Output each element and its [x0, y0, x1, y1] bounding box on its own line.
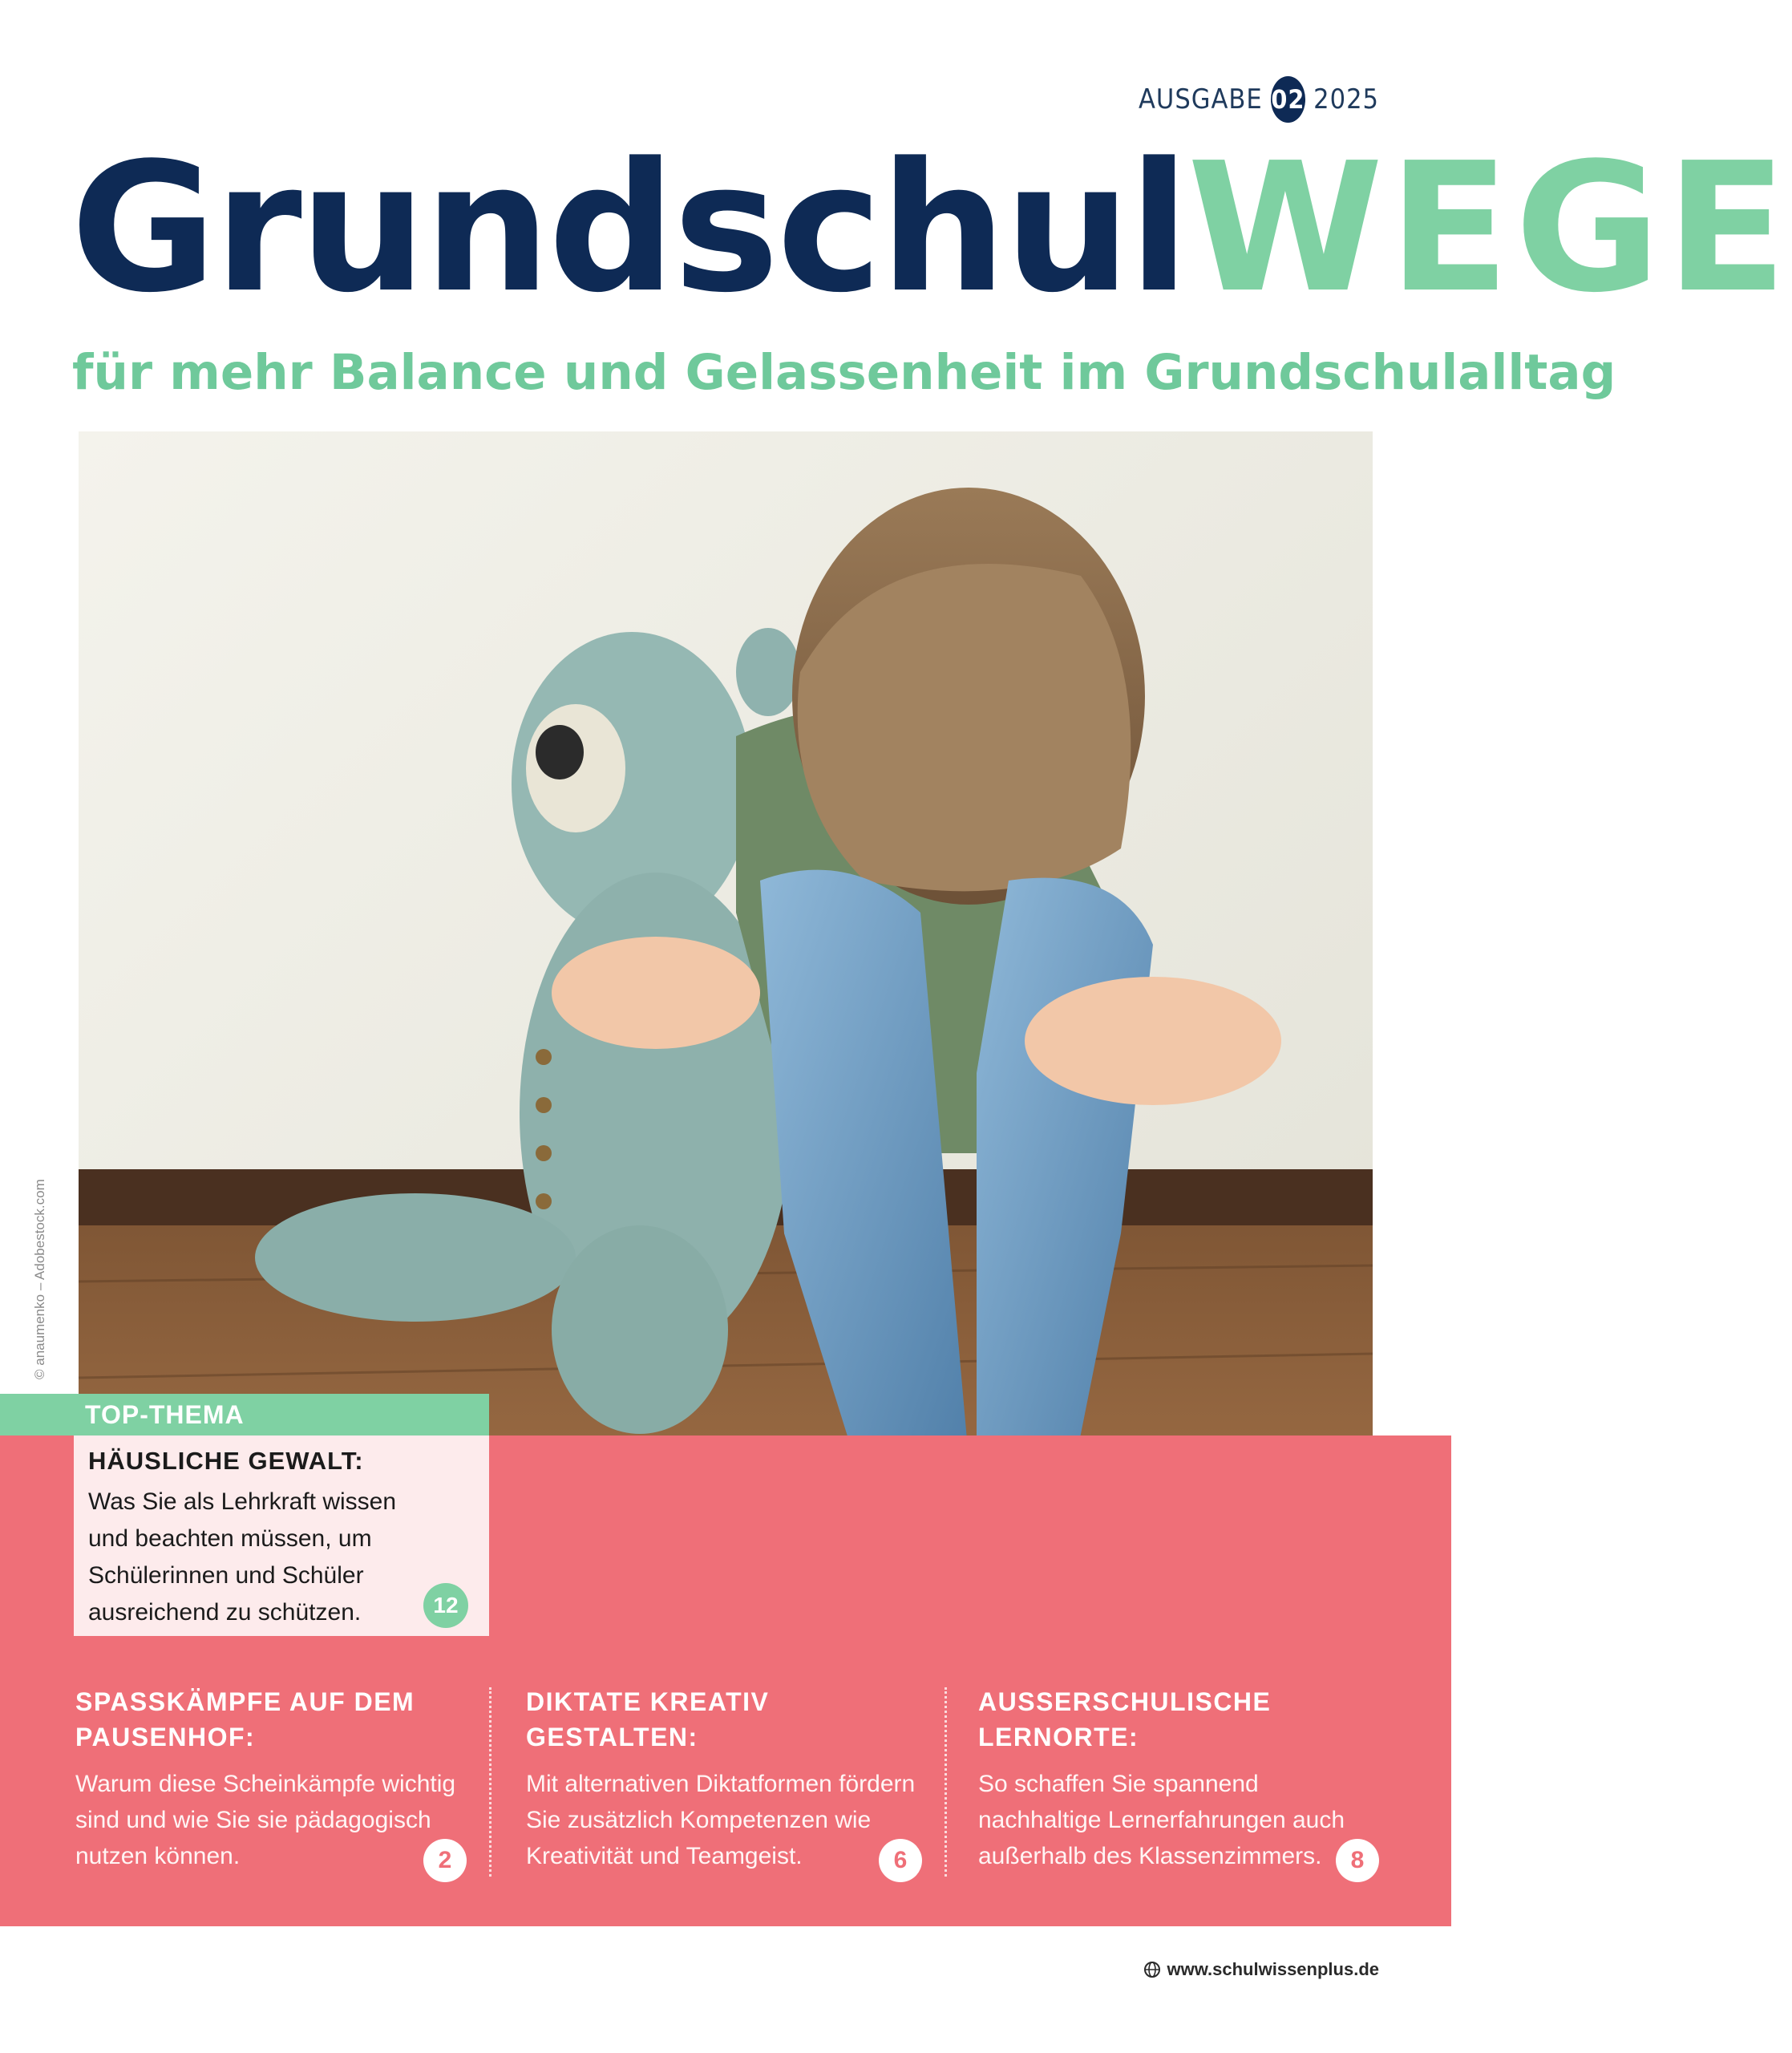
teaser-lernorte — [978, 1684, 1379, 1893]
masthead-part-wege: WEGE — [1187, 125, 1792, 332]
teaser-body: Warum diese Scheinkämpfe wichtig sind und wie Sie sie pädagogisch nutzen können. — [75, 1771, 456, 1869]
masthead-logo — [71, 125, 1792, 332]
issue-line — [1139, 77, 1379, 122]
top-thema-body: Was Sie als Lehrkraft wissen und beachten müssen, um Schülerinnen und Schüler ausreichend zu schützen. — [88, 1488, 397, 1626]
masthead-part-grundschul: Grundschul — [71, 125, 1187, 332]
footer-website — [1106, 1954, 1379, 1986]
issue-year: 2025 — [1313, 83, 1379, 115]
photo-credit: © anaumenko – Adobestock.com — [32, 1179, 47, 1379]
issue-number-badge: 02 — [1271, 76, 1306, 123]
issue-label: AUSGABE — [1139, 83, 1263, 115]
teaser-heading: SPASSKÄMPFE AUF DEM PAUSENHOF: — [75, 1687, 415, 1751]
globe-icon — [1143, 1961, 1161, 1978]
teaser-body: Mit alternativen Diktatformen fördern Sie zusätzlich Kompetenzen wie Kreativität und Teamgeist. — [526, 1771, 916, 1869]
teaser-body: So schaffen Sie spannend nachhaltige Lernerfahrungen auch außerhalb des Klassenzimmers. — [978, 1771, 1345, 1869]
teaser-heading: DIKTATE KREATIV GESTALTEN: — [526, 1687, 770, 1751]
teaser-page-number: 6 — [879, 1839, 922, 1882]
top-thema-heading: HÄUSLICHE GEWALT: — [88, 1447, 364, 1475]
website-link[interactable]: www.schulwissenplus.de — [1167, 1959, 1379, 1979]
divider — [489, 1687, 491, 1877]
top-thema-label: TOP-THEMA — [0, 1394, 489, 1435]
teaser-heading: AUSSERSCHULISCHE LERNORTE: — [978, 1687, 1272, 1751]
teaser-page-number: 8 — [1336, 1839, 1379, 1882]
subtitle: für mehr Balance und Gelassenheit im Grundschulalltag — [72, 344, 1616, 401]
teaser-page-number: 2 — [423, 1839, 467, 1882]
teaser-pausenhof — [75, 1684, 460, 1893]
divider — [945, 1687, 947, 1877]
top-thema-page-number: 12 — [423, 1583, 468, 1628]
